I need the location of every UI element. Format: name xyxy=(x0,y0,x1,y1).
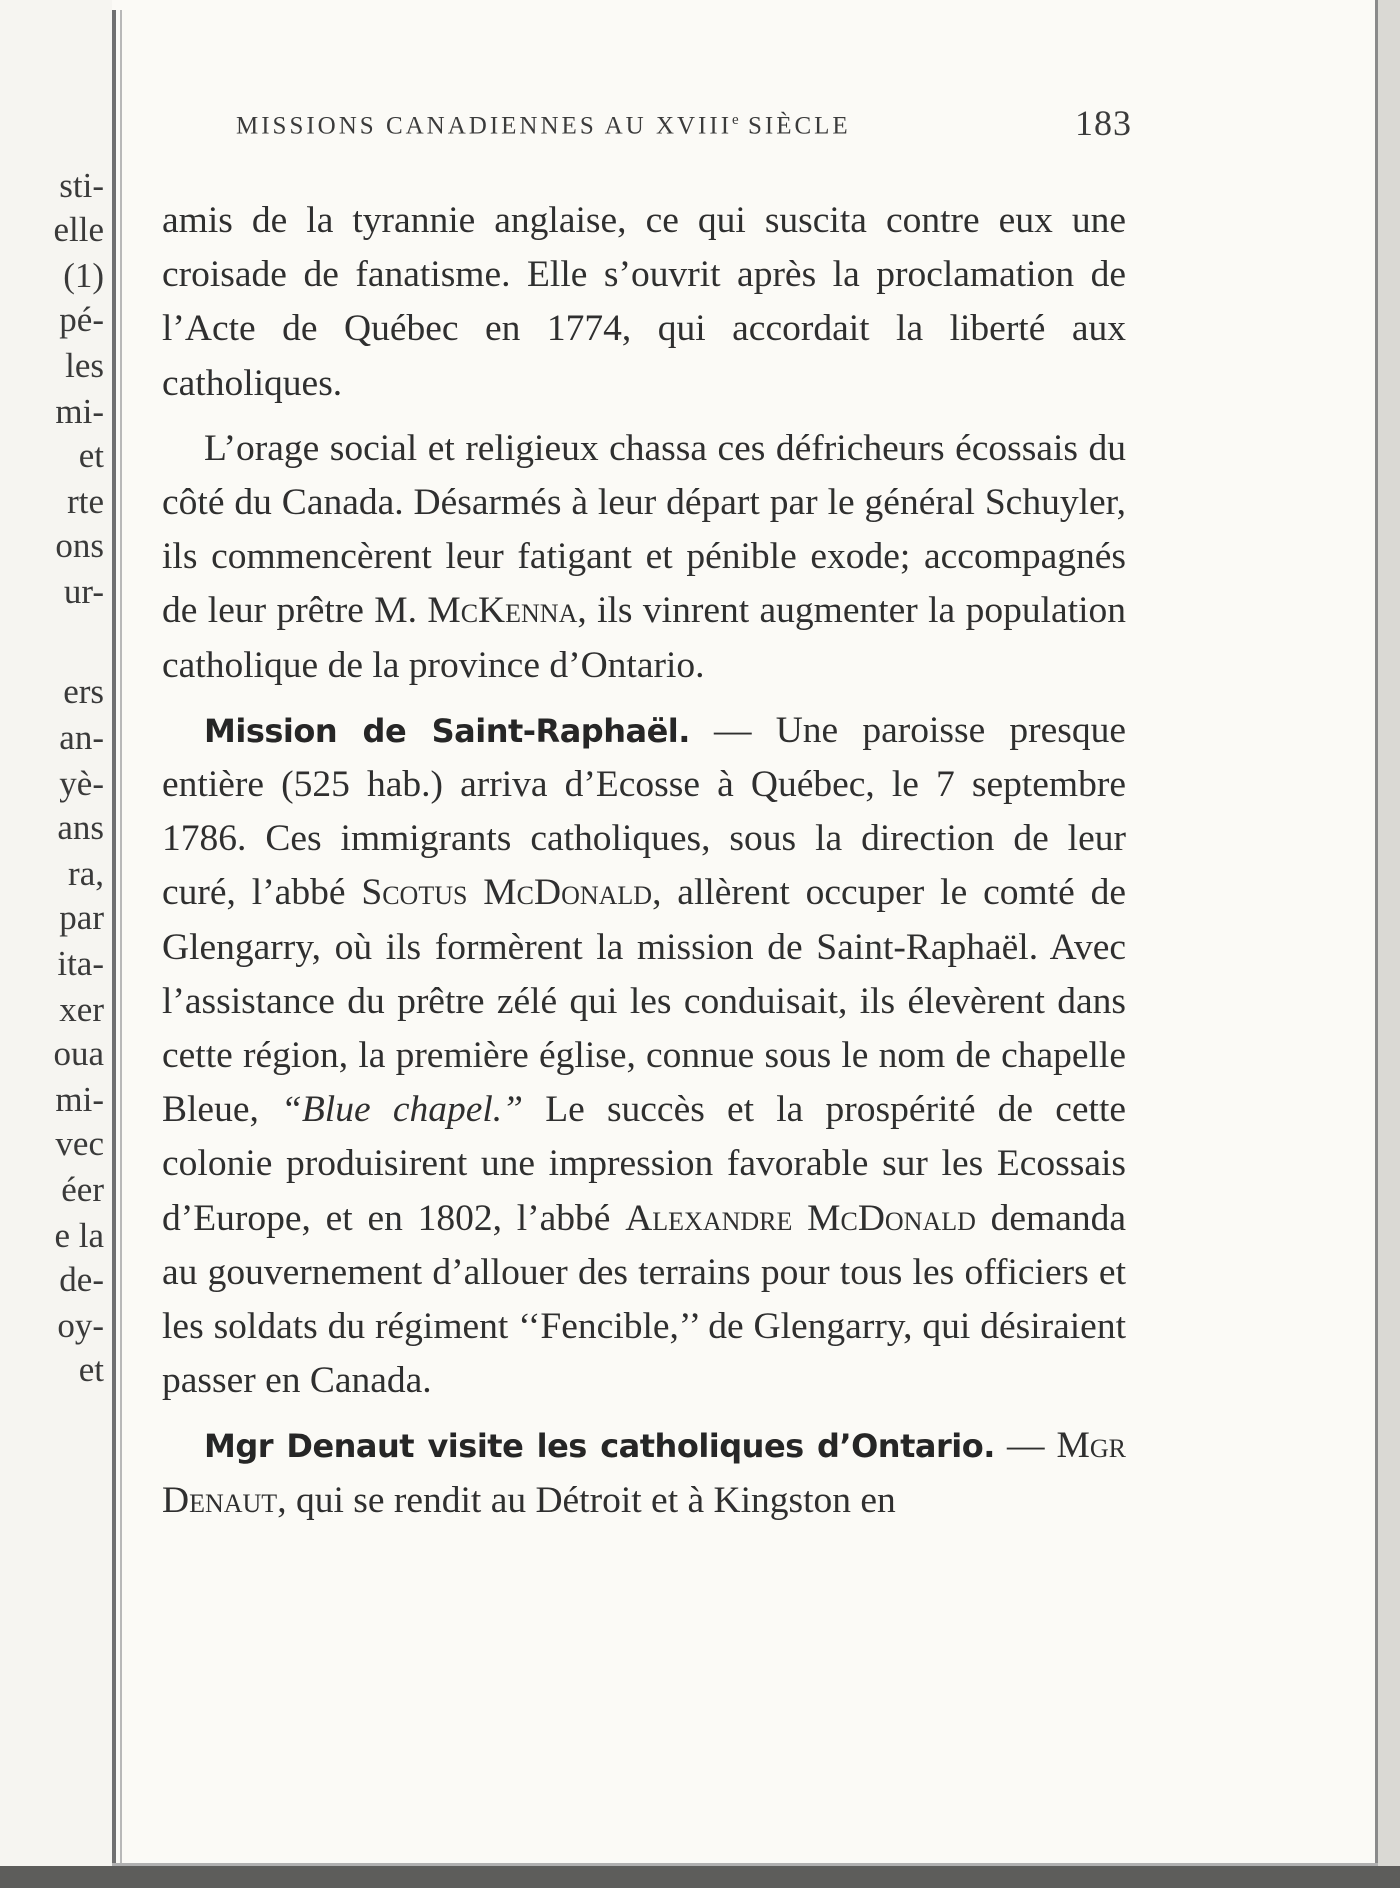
section-heading: Mgr Denaut visite les catholiques d’Ontario. xyxy=(204,1427,995,1466)
facing-page-text: de- xyxy=(59,1260,104,1299)
facing-page-text: vec xyxy=(55,1124,104,1163)
book-gutter xyxy=(112,10,116,1868)
facing-page-text: rte xyxy=(67,482,104,521)
facing-page-margin xyxy=(0,0,112,1888)
facing-page-text: sti- xyxy=(59,166,104,205)
facing-page-text: elle xyxy=(53,210,104,249)
facing-page-text: et xyxy=(78,436,104,475)
facing-page-text: an- xyxy=(59,718,104,757)
facing-page-text: ita- xyxy=(57,944,104,983)
facing-page-text: mi- xyxy=(55,1080,104,1119)
facing-page-text: oua xyxy=(53,1034,104,1073)
section-mgr-denaut: Mgr Denaut visite les catholiques d’Ontario. — Mgr Denaut, qui se rendit au Détroit et à Kingston en xyxy=(162,1425,1127,1521)
person-name: Alexandre McDonald xyxy=(625,1197,976,1239)
person-name: M. McKenna xyxy=(374,590,578,632)
body-text xyxy=(162,194,1126,1539)
facing-page-text: (1) xyxy=(63,256,104,295)
person-name: Scotus McDonald xyxy=(361,872,653,914)
facing-page-text: mi- xyxy=(55,392,104,431)
facing-page-text: ers xyxy=(63,672,104,711)
facing-page-text: éer xyxy=(61,1170,104,1209)
paragraph: L’orage social et religieux chassa ces défricheurs écossais du côté du Canada. Désarmés à leur départ par le général Schuyler, ils commencèrent leur fatigant et pénible exode; accompagnés de leur prêtre M. McKenna, ils vinrent augmenter la population catholique de la province d’Ontario. xyxy=(162,427,1126,686)
facing-page-text: ra, xyxy=(68,854,104,893)
superscript-e: e xyxy=(732,112,739,128)
book-gutter-shadow xyxy=(120,10,122,1868)
facing-page-text: les xyxy=(65,346,104,385)
facing-page-text: et xyxy=(78,1350,104,1389)
facing-page-text: yè- xyxy=(59,764,104,803)
facing-page-text: ons xyxy=(55,526,104,565)
section-heading: Mission de Saint-Raphaël. xyxy=(204,711,690,750)
page-number: 183 xyxy=(1075,103,1132,143)
facing-page-text: oy- xyxy=(57,1306,104,1345)
section-saint-raphael: Mission de Saint-Raphaël. — Une paroisse presque entière (525 hab.) arriva d’Ecosse à Québec, le 7 septembre 1786. Ces immigrants catholiques, sous la direction de leur curé, l’abbé Scotus McDonald, allèrent occuper le comté de Glengarry, où ils formèrent la mission de Saint-Raphaël. Avec l’assistance du prêtre zélé qui les conduisait, ils élevèrent dans cette région, la première église, connue sous le nom de chapelle Bleue, “Blue chapel.” Le succès et la prospérité de cette colonie produisirent une impression favorable sur les Ecossais d’Europe, et en 1802, l’abbé Alexandre McDonald demanda au gouvernement d’allouer des terrains pour tous les officiers et les soldats du régiment ‘‘Fencible,’’ de Glengarry, qui désiraient passer en Canada. xyxy=(162,709,1127,1402)
facing-page-text: e la xyxy=(54,1216,104,1255)
quoted-name: “Blue chapel.” xyxy=(281,1089,524,1131)
facing-page-text: xer xyxy=(59,990,104,1029)
facing-page-text: pé- xyxy=(59,300,104,339)
page-edge xyxy=(1378,0,1400,1888)
paragraph: amis de la tyrannie anglaise, ce qui suscita contre eux une croisade de fanatisme. Elle s’ouvrit après la proclamation de l’Acte de Québec en 1774, qui accordait la liberté aux catholiques. xyxy=(162,200,1126,404)
scan-bottom-border xyxy=(0,1866,1400,1888)
page-header xyxy=(236,100,1132,148)
facing-page-text: ur- xyxy=(63,572,104,611)
facing-page-text: par xyxy=(59,898,104,937)
facing-page-text: ans xyxy=(57,808,104,847)
running-head: MISSIONS CANADIENNES AU XVIIIe SIÈCLE xyxy=(236,112,851,140)
person-name: Mgr Denaut xyxy=(162,1425,1127,1521)
